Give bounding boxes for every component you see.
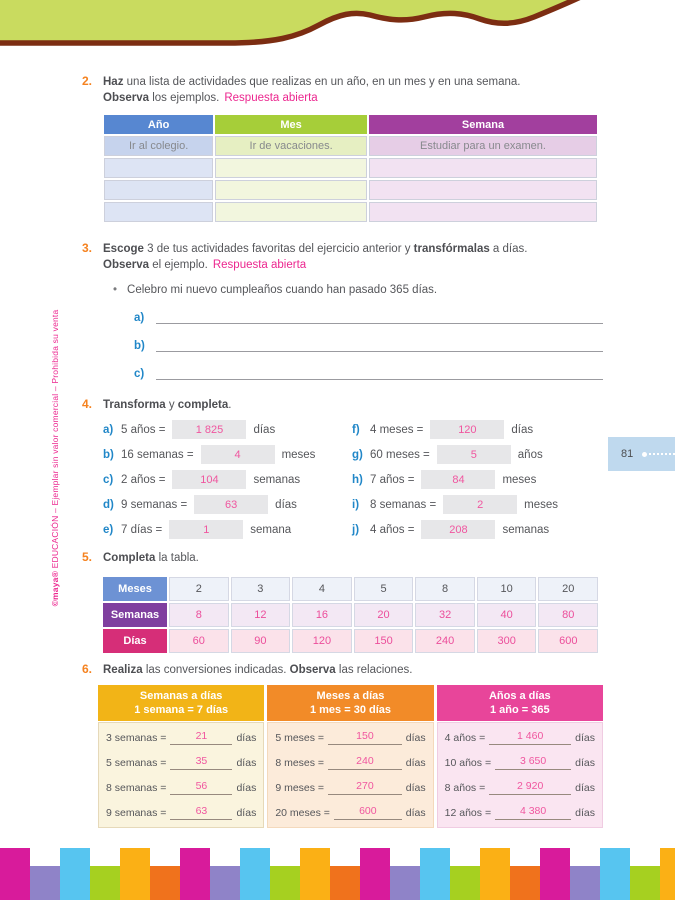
exercise-5-instruction (103, 550, 603, 566)
write-line (156, 339, 603, 352)
conversion-item (352, 417, 603, 442)
answer-value: 4 (234, 448, 241, 461)
column-body (267, 722, 433, 828)
column-body (98, 722, 264, 828)
column-header-week: Semana (369, 115, 597, 134)
row-expression: 8 años = (444, 781, 486, 794)
item-letter: e) (103, 523, 114, 536)
exercise-2 (82, 74, 603, 224)
table-cell: Ir al colegio. (104, 136, 213, 156)
conversion-item (103, 467, 352, 492)
answer-value: 2 920 (517, 780, 544, 792)
sidebar-copyright (50, 310, 60, 607)
instruction-text: las conversiones indicadas. (142, 664, 290, 676)
row-unit: días (236, 806, 257, 819)
item-expression: 7 días = (121, 523, 163, 536)
instruction-text: los ejemplos. (149, 92, 220, 104)
column-body (437, 722, 603, 828)
answer-box (437, 445, 511, 464)
empty-cell (104, 158, 213, 178)
conversion-item (352, 467, 603, 492)
answer-line-a (134, 310, 603, 324)
answer-value: 84 (452, 473, 465, 486)
bullet-icon: • (113, 284, 118, 296)
answer-blank (334, 805, 402, 820)
row-expression: 4 años = (444, 731, 486, 744)
open-answer-note: Respuesta abierta (224, 92, 318, 104)
conversion-column-left (103, 417, 352, 542)
magenta-bar (540, 848, 570, 900)
exercise-3-instruction (103, 241, 603, 273)
bold-word: Transforma (103, 399, 166, 411)
table-cell: 3 (231, 577, 291, 601)
answer-value: 1 825 (195, 423, 224, 436)
conversion-row (445, 775, 595, 800)
empty-cell (369, 158, 597, 178)
amber-bar (300, 848, 330, 900)
column-title: Semanas a días (139, 690, 223, 702)
magenta-bar (0, 848, 30, 900)
row-unit: días (236, 731, 257, 744)
answer-value: 1 460 (517, 730, 544, 742)
example-sentence: Celebro mi nuevo cumpleaños cuando han pasado 365 días. (127, 284, 438, 296)
green-bar (270, 866, 300, 900)
amber-bar (660, 848, 675, 900)
table-row (103, 629, 598, 653)
exercise-6-instruction (103, 662, 603, 678)
conversion-item (352, 517, 603, 542)
table-cell: 12 (231, 603, 291, 627)
page-number-badge (608, 437, 675, 471)
amber-bar (120, 848, 150, 900)
table-row (104, 180, 597, 200)
item-unit: días (275, 498, 297, 511)
instruction-text: el ejemplo. (149, 259, 208, 271)
exercise-2-instruction (103, 74, 603, 106)
item-letter: b) (103, 448, 114, 461)
row-expression: 8 meses = (275, 756, 325, 769)
dotted-leader (649, 453, 675, 455)
item-letter: i) (352, 498, 360, 511)
blue-bar (600, 848, 630, 900)
empty-cell (369, 180, 597, 200)
conversion-columns (103, 417, 603, 542)
magenta-bar (360, 848, 390, 900)
answer-value: 240 (356, 755, 374, 767)
page-number: 81 (621, 448, 634, 460)
decorative-wave (0, 0, 675, 50)
column-title: Años a días (488, 690, 551, 702)
conversion-item (103, 517, 352, 542)
answer-value: 1 (203, 523, 210, 536)
table-cell: 600 (538, 629, 598, 653)
conversion-item (103, 492, 352, 517)
row-expression: 9 semanas = (106, 806, 167, 819)
bold-word: transfórmalas (413, 243, 490, 255)
item-unit: años (517, 448, 543, 461)
answer-blank (328, 780, 402, 795)
table-cell: 10 (477, 577, 537, 601)
answer-value: 21 (195, 730, 208, 742)
orange-bar (330, 866, 360, 900)
purple-bar (390, 866, 420, 900)
bold-word: completa (177, 399, 229, 411)
exercise-6-number: 6. (82, 662, 93, 676)
empty-cell (104, 180, 213, 200)
item-letter: c) (103, 473, 114, 486)
empty-cell (215, 158, 367, 178)
answer-blank (328, 755, 402, 770)
answer-value: 208 (449, 523, 468, 536)
row-unit: días (236, 756, 257, 769)
conversion-row (275, 750, 425, 775)
green-bar (630, 866, 660, 900)
bold-word: Observa (103, 259, 150, 271)
answer-line-c (134, 366, 603, 380)
row-expression: 5 semanas = (106, 756, 167, 769)
row-expression: 9 meses = (275, 781, 325, 794)
table-cell: 32 (415, 603, 475, 627)
conversion-item (352, 492, 603, 517)
answer-blank (170, 805, 232, 820)
column-header (98, 685, 264, 721)
answer-value: 2 (477, 498, 484, 511)
conversion-row (445, 725, 595, 750)
column-subtitle: 1 año = 365 (490, 704, 550, 716)
conversion-item (103, 417, 352, 442)
answer-value: 104 (200, 473, 219, 486)
row-unit: días (405, 806, 426, 819)
table-cell: 8 (169, 603, 229, 627)
purple-bar (570, 866, 600, 900)
item-letter: b) (134, 340, 145, 352)
item-letter: f) (352, 423, 360, 436)
bold-word: Haz (103, 76, 124, 88)
row-unit: días (405, 731, 426, 744)
green-bar (450, 866, 480, 900)
empty-cell (215, 180, 367, 200)
row-expression: 8 semanas = (106, 781, 167, 794)
item-unit: meses (281, 448, 316, 461)
table-cell: 20 (354, 603, 414, 627)
orange-bar (150, 866, 180, 900)
activities-table (102, 113, 599, 224)
brand-logo: ©maya® (50, 570, 60, 607)
blue-bar (60, 848, 90, 900)
exercise-3-number: 3. (82, 241, 93, 255)
column-header (267, 685, 433, 721)
empty-cell (215, 202, 367, 222)
column-header-month: Mes (215, 115, 367, 134)
answer-box (421, 470, 495, 489)
row-expression: 12 años = (444, 806, 492, 819)
instruction-text: 3 de tus actividades favoritas del ejercicio anterior y (143, 243, 414, 255)
bold-word: Observa (289, 664, 336, 676)
item-expression: 4 meses = (370, 423, 424, 436)
answer-box (169, 520, 243, 539)
conversion-column-right (352, 417, 603, 542)
row-unit: días (575, 806, 595, 819)
row-unit: días (575, 731, 595, 744)
item-expression: 8 semanas = (370, 498, 437, 511)
table-cell: 40 (477, 603, 537, 627)
table-cell: 4 (292, 577, 352, 601)
instruction-text: y (165, 399, 178, 411)
item-unit: días (253, 423, 276, 436)
table-cell: 150 (354, 629, 414, 653)
open-answer-note: Respuesta abierta (212, 259, 307, 271)
table-cell: 16 (292, 603, 352, 627)
answer-blank (495, 755, 571, 770)
table-cell: 80 (538, 603, 598, 627)
table-cell: 240 (415, 629, 475, 653)
row-expression: 10 años = (444, 756, 492, 769)
answer-value: 600 (359, 805, 377, 817)
conversion-column (267, 685, 433, 828)
table-cell: 8 (415, 577, 475, 601)
answer-blank (328, 730, 402, 745)
empty-cell (104, 202, 213, 222)
table-header-row (104, 115, 597, 134)
blue-bar (240, 848, 270, 900)
item-expression: 16 semanas = (121, 448, 194, 461)
row-label: Días (103, 629, 167, 653)
answer-value: 56 (195, 780, 208, 792)
item-letter: a) (134, 312, 145, 324)
item-unit: semanas (253, 473, 301, 486)
table-cell: 120 (292, 629, 352, 653)
item-letter: h) (352, 473, 363, 486)
answer-box (430, 420, 504, 439)
row-expression: 3 semanas = (106, 731, 167, 744)
table-row (103, 577, 598, 601)
conversion-column (437, 685, 603, 828)
table-cell: 20 (538, 577, 598, 601)
answer-value: 150 (356, 730, 374, 742)
item-expression: 5 años = (121, 423, 166, 436)
answer-value: 63 (225, 498, 238, 511)
answer-value: 3 650 (519, 755, 547, 767)
column-title: Meses a días (316, 690, 385, 702)
answer-blank (489, 780, 571, 795)
column-header-year: Año (104, 115, 213, 134)
row-expression: 5 meses = (275, 731, 325, 744)
item-letter: a) (103, 423, 114, 436)
answer-box (443, 495, 517, 514)
item-expression: 9 semanas = (121, 498, 188, 511)
table-cell: 5 (354, 577, 414, 601)
table-row (104, 202, 597, 222)
instruction-text: a días. (489, 243, 528, 255)
bold-word: Completa (103, 552, 156, 564)
dot-icon (642, 452, 647, 457)
purple-bar (30, 866, 60, 900)
instruction-text: la tabla. (155, 552, 199, 564)
item-expression: 2 años = (121, 473, 166, 486)
amber-bar (480, 848, 510, 900)
item-letter: g) (352, 448, 363, 461)
answer-blank (170, 780, 232, 795)
conversion-row (445, 750, 595, 775)
answer-value: 270 (356, 780, 374, 792)
exercise-2-number: 2. (82, 74, 93, 88)
conversion-row (275, 800, 425, 825)
item-letter: d) (103, 498, 114, 511)
exercise-5 (82, 550, 603, 653)
exercise-5-number: 5. (82, 550, 93, 564)
table-cell: 60 (169, 629, 229, 653)
row-unit: días (236, 781, 257, 794)
conversion-column (98, 685, 264, 828)
conversion-item (352, 442, 603, 467)
table-cell: Ir de vacaciones. (215, 136, 367, 156)
answer-box (172, 420, 246, 439)
item-expression: 7 años = (370, 473, 415, 486)
write-line (156, 311, 603, 324)
column-header (437, 685, 603, 721)
table-row (104, 136, 597, 156)
purple-bar (210, 866, 240, 900)
answer-box (194, 495, 268, 514)
answer-blank (489, 730, 571, 745)
example-bullet-row (113, 284, 603, 296)
exercise-4 (82, 397, 603, 542)
magenta-bar (180, 848, 210, 900)
column-subtitle: 1 mes = 30 días (309, 704, 391, 716)
answer-blank (495, 805, 571, 820)
item-unit: meses (502, 473, 537, 486)
conversion-row (106, 750, 256, 775)
write-line (156, 367, 603, 380)
instruction-text: una lista de actividades que realizas en un año, en un mes y en una semana. (123, 76, 521, 88)
row-expression: 20 meses = (275, 806, 330, 819)
item-unit: semana (250, 523, 292, 536)
row-unit: días (575, 756, 595, 769)
item-unit: semanas (502, 523, 550, 536)
table-row (104, 158, 597, 178)
item-expression: 4 años = (370, 523, 415, 536)
column-subtitle: 1 semana = 7 días (134, 704, 229, 716)
answer-blank (170, 755, 232, 770)
copyright-text: EDUCACIÓN – Ejemplar sin valor comercial – Prohibida su venta (50, 309, 60, 571)
exercise-3 (82, 241, 603, 380)
instruction-text: las relaciones. (335, 664, 413, 676)
exercise-4-number: 4. (82, 397, 93, 411)
months-weeks-days-table (103, 577, 598, 653)
answer-value: 5 (470, 448, 477, 461)
bold-word: Escoge (103, 243, 144, 255)
answer-value: 35 (195, 755, 208, 767)
conversion-row (106, 725, 256, 750)
answer-box (201, 445, 275, 464)
row-label: Meses (103, 577, 167, 601)
answer-box (172, 470, 246, 489)
answer-line-b (134, 338, 603, 352)
footer-color-bars (0, 848, 675, 900)
conversion-row (106, 800, 256, 825)
exercise-6 (82, 662, 603, 828)
orange-bar (510, 866, 540, 900)
row-unit: días (405, 756, 426, 769)
blue-bar (420, 848, 450, 900)
answer-box (421, 520, 495, 539)
row-unit: días (575, 781, 595, 794)
conversion-row (275, 775, 425, 800)
bold-word: Realiza (103, 664, 143, 676)
item-unit: días (511, 423, 534, 436)
table-cell: 90 (231, 629, 291, 653)
empty-cell (369, 202, 597, 222)
green-bar (90, 866, 120, 900)
row-label: Semanas (103, 603, 167, 627)
item-unit: meses (524, 498, 559, 511)
table-cell: Estudiar para un examen. (369, 136, 597, 156)
row-unit: días (405, 781, 426, 794)
conversion-item (103, 442, 352, 467)
answer-blank (170, 730, 232, 745)
conversion-row (106, 775, 256, 800)
table-cell: 300 (477, 629, 537, 653)
conversion-row (275, 725, 425, 750)
exercise-4-instruction (103, 397, 603, 413)
conversion-row (445, 800, 595, 825)
item-expression: 60 meses = (370, 448, 430, 461)
instruction-text: . (228, 399, 232, 411)
item-letter: j) (352, 523, 360, 536)
answer-value: 63 (195, 805, 208, 817)
table-cell: 2 (169, 577, 229, 601)
answer-value: 4 380 (519, 805, 547, 817)
answer-value: 120 (458, 423, 477, 436)
bold-word: Observa (103, 92, 150, 104)
table-row (103, 603, 598, 627)
item-letter: c) (134, 368, 145, 380)
conversion-table (98, 685, 603, 828)
